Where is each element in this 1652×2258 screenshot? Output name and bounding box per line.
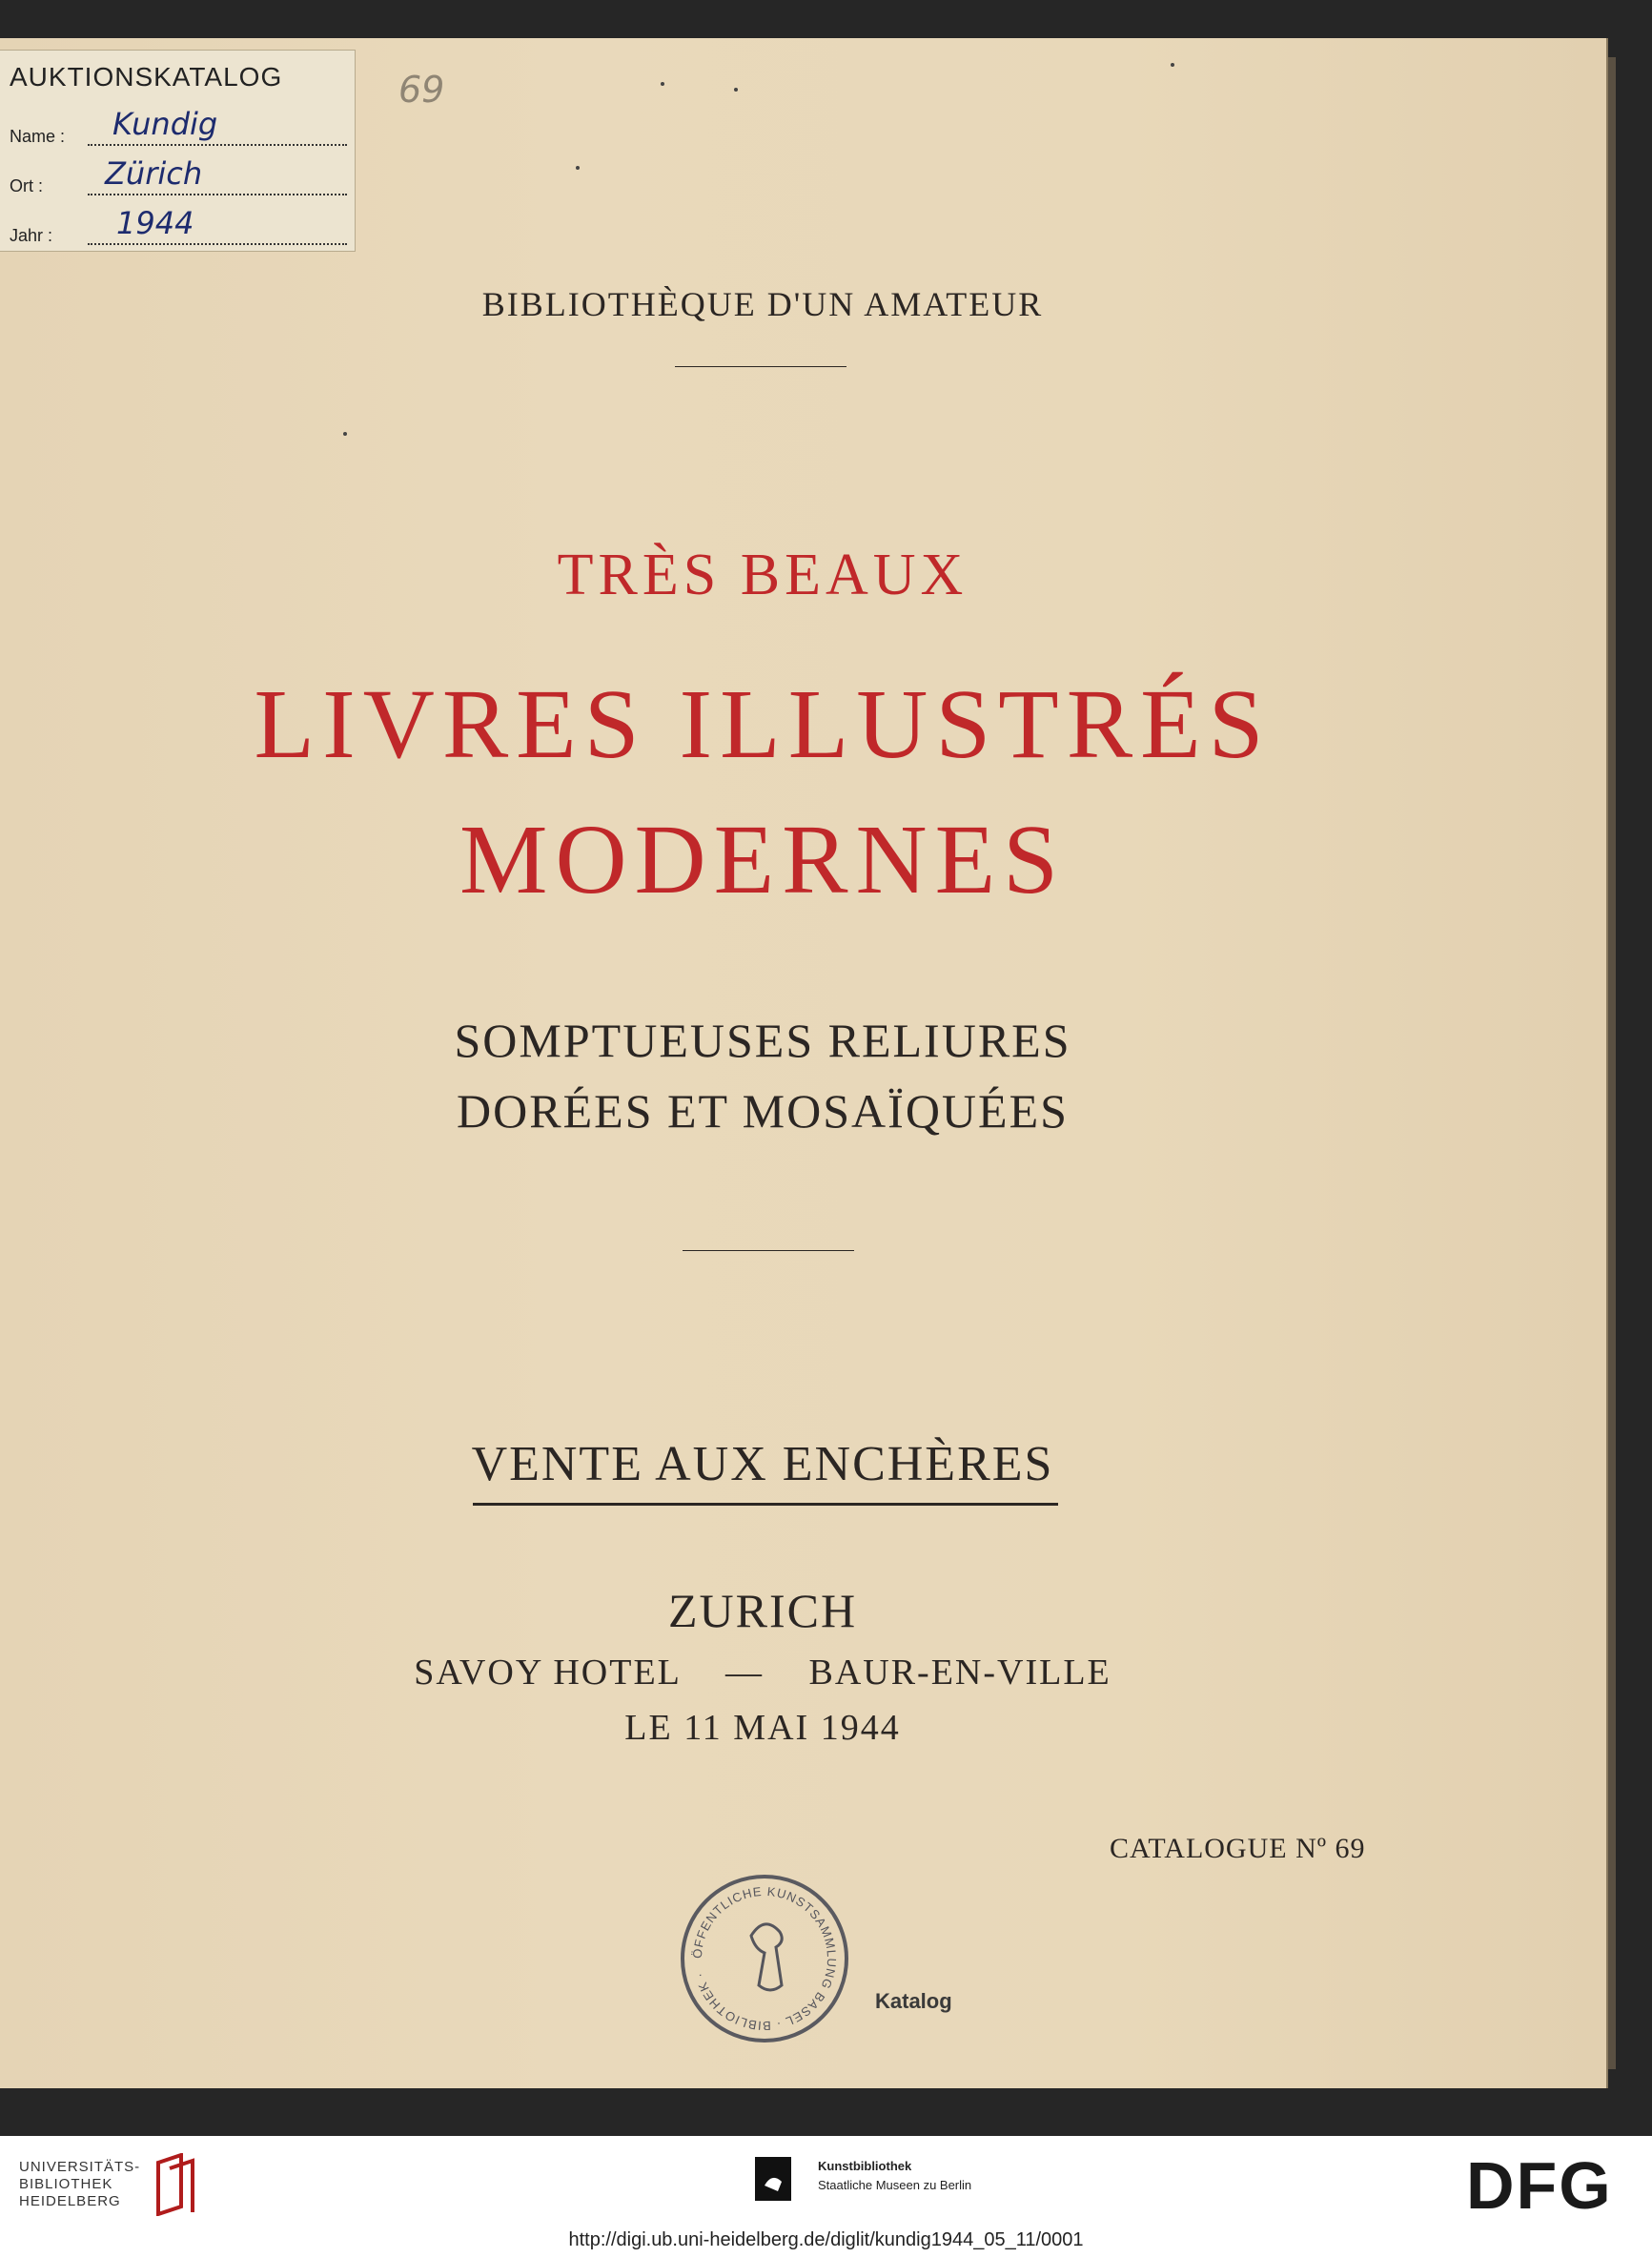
title-line-1: TRÈS BEAUX [557,543,969,607]
venue-left: SAVOY HOTEL [414,1652,681,1693]
stamp-ring-caption: ÖFFENTLICHE KUNSTSAMMLUNG BASEL · BIBLIOTHEK · [689,1883,840,2034]
sale-heading-underline [473,1503,1058,1506]
paper-speck [734,88,738,92]
catalogue-number: CATALOGUE Nº 69 [1110,1833,1366,1864]
sale-heading: VENTE AUX ENCHÈRES [471,1437,1054,1491]
label-title: AUKTIONSKATALOG [10,62,283,92]
uni-heidelberg-name [19,2159,140,2210]
stamp-ring-text [684,1878,845,2039]
paper-speck [661,82,664,86]
sale-city: ZURICH [667,1584,858,1637]
label-jahr-handwriting: 1944 [116,205,194,241]
label-ort-caption: Ort : [10,176,43,195]
title-line-3: MODERNES [459,805,1067,914]
paper-speck [576,166,580,170]
venue-right: BAUR-EN-VILLE [808,1652,1112,1693]
library-stamp [681,1875,848,2042]
auction-catalog-label [0,50,356,252]
dfg-logo: DFG [1466,2148,1613,2223]
title-line-2: LIVRES ILLUSTRÉS [254,669,1272,779]
uni-line-3: HEIDELBERG [19,2193,121,2209]
kunstbibliothek-subtitle: Staatliche Museen zu Berlin [818,2178,972,2192]
header-divider [675,366,846,367]
label-ort-handwriting: Zürich [105,155,203,192]
uni-line-2: BIBLIOTHEK [19,2176,113,2192]
label-name-handwriting: Kundig [112,106,218,142]
kunstbibliothek-title: Kunstbibliothek [818,2159,912,2173]
paper-speck [343,432,347,436]
label-ort-dots [88,194,347,195]
permalink-url[interactable]: http://digi.ub.uni-heidelberg.de/diglit/kundig1944_05_11/0001 [568,2229,1084,2250]
paper-speck [1171,63,1174,67]
sale-venue [0,1652,1525,1694]
kunstbibliothek-logo-icon [755,2157,791,2201]
sale-date: LE 11 MAI 1944 [624,1708,901,1748]
venue-dash: — [724,1652,764,1693]
subtitle-divider [683,1250,854,1251]
subtitle-line-1: SOMPTUEUSES RELIURES [454,1014,1071,1067]
digitization-footer [0,2136,1652,2258]
label-name-caption: Name : [10,127,66,146]
basel-crozier-icon [751,1924,782,1990]
uni-line-1: UNIVERSITÄTS- [19,2159,141,2175]
label-jahr-caption: Jahr : [10,226,53,245]
page-edge [1608,57,1616,2069]
label-name-dots [88,144,347,146]
uni-heidelberg-logo-icon [153,2153,200,2216]
label-jahr-dots [88,243,347,245]
stamp-katalog-text: Katalog [875,1989,952,2013]
subtitle-line-2: DORÉES ET MOSAÏQUÉES [457,1084,1069,1138]
pencil-catalogue-number: 69 [398,69,445,111]
library-heading: BIBLIOTHÈQUE D'UN AMATEUR [481,285,1044,323]
